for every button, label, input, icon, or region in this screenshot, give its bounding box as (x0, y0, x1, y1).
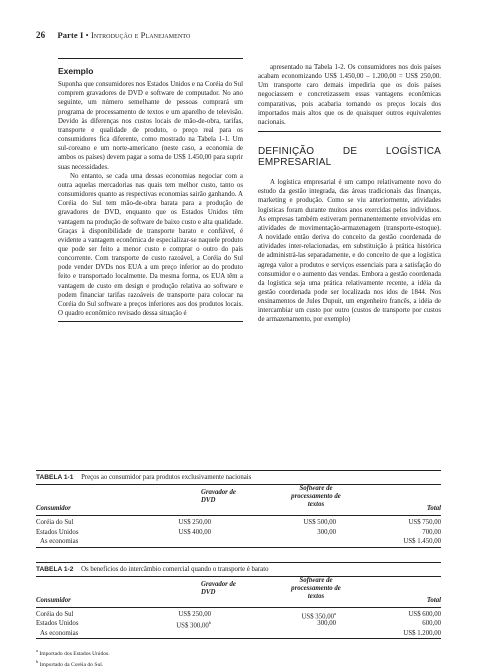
table-1-header-dvd: Gravador de DVD (201, 489, 236, 504)
right-column (258, 63, 441, 325)
table-cell: US$ 250,00 (178, 610, 211, 618)
table-2-label: TABELA 1-2 (36, 565, 74, 573)
table-2-header-total: Total (426, 596, 441, 604)
table-cell: US$ 750,00 (408, 519, 441, 526)
section-block (258, 146, 441, 325)
table-2-caption-text: Os benefícios do intercâmbio comercial quando o transporte é barato (81, 565, 269, 573)
table-cell: US$ 250,00 (178, 519, 211, 526)
table-cell: Coréia do Sul (36, 610, 74, 618)
table-2-header-consumer: Consumidor (36, 596, 71, 604)
footnote-a-text: Importado dos Estados Unidos. (39, 650, 110, 657)
table-2-header (36, 576, 441, 608)
page-number: 26 (36, 30, 46, 40)
example-top-rule (58, 58, 243, 59)
example-box-continued (258, 63, 441, 132)
table-1-caption-text: Preços ao consumidor para produtos exclusivamente nacionais (81, 474, 252, 481)
footnote-marker-b: b (208, 620, 211, 625)
section-title: DEFINIÇÃO DE LOGÍSTICA EMPRESARIAL (258, 146, 441, 169)
table-cell: 300,00 (317, 528, 336, 536)
table-cell: 700,00 (422, 528, 441, 536)
table-row (36, 537, 441, 547)
section-label: Introdução e Planejamento (90, 30, 191, 40)
footnote-marker-b: b (36, 658, 39, 664)
table-cell: Coréia do Sul (36, 519, 74, 526)
table-1-header-software: Software de processamento de textos (291, 485, 341, 508)
table-cell: As economias (40, 629, 79, 637)
footnote-marker-a: a (334, 610, 336, 616)
example-box (58, 67, 243, 322)
table-row (36, 610, 441, 620)
table-1-header (36, 484, 441, 516)
example-title: Exemplo (58, 66, 94, 76)
table-row (36, 619, 441, 629)
table-1-body (36, 516, 441, 547)
example-paragraph-1: Suponha que consumidores nos Estados Unidos e na Coréia do Sul comprem gravadores de DVD e software de computador. No ano seguinte, um número semelhante de pessoas comprará um programa de processamento de textos e um aparelho de televisão. Devido às diferenças nos custos locais de mão-de-obra, tarifas, transporte e qualidade de produto, o preço real para os consumidores fica diferente, como mostrado na Tabela 1-1. Um sul-coreano e um norte-americano (neste caso, a economia de ambos os países) devem pagar a soma de US$ 1.450,00 para suprir suas necessidades. (58, 81, 243, 171)
example-paragraph-2: No entanto, se cada uma dessas economias negociar com a outra aquelas mercadorias nas quais tem melhor custo, tanto os consumidores quanto as respectivas economias sairão ganhando. A Coréia do Sul tem mão-de-obra barata para a produção de gravadores de DVD, enquanto que os Estados Unidos têm vantagem na produção de software de baixo custo e alta qualidade. Graças à disponibilidade de transporte barato e confiável, é evidente a vantagem econômica de especializar-se naquele produto que pode ser feito a menor custo e comprar o outro do país concorrente. Com transporte de custo razoável, a Coréia do Sul pode vender DVDs nos EUA a um preço inferior ao do produto feito e transportado localmente. Da mesma forma, os EUA têm a vantagem de custo em design e produção relativa ao software e podem financiar tarifas razoáveis de transporte para colocar na Coréia do Sul software a preços inferiores aos dos produtos locais. O quadro econômico revisado dessa situação é (58, 172, 243, 318)
table-cell: US$ 1.450,00 (403, 538, 441, 545)
table-cell: US$ 500,00 (303, 519, 336, 526)
table-cell: US$ 1.200,00 (403, 629, 441, 637)
table-cell: 600,00 (422, 620, 441, 627)
part-label: Parte I (57, 30, 84, 40)
footnote-a (36, 647, 441, 658)
tables-area (36, 470, 441, 669)
table-2-end-rule (36, 638, 441, 639)
table-cell: As economias (40, 538, 79, 545)
table-cell: Estados Unidos (36, 620, 79, 627)
table-cell: US$ 400,00 (178, 528, 211, 536)
table-row (36, 528, 441, 538)
table-1-label: TABELA 1-1 (36, 474, 74, 481)
table-1-header-consumer: Consumidor (36, 505, 71, 512)
table-cell: US$ 600,00 (408, 610, 441, 618)
table-row (36, 629, 441, 639)
section-paragraph: A logística empresarial é um campo relativamente novo do estudo da gestão integrada, das áreas tradicionais das finanças, marketing e produção. Como se viu anteriormente, atividades logísticas foram durante muitos anos exercidas pelos indivíduos. As empresas também estiveram permanentemente envolvidas em atividades de movimentação-armazenagem (transporte-estoque). A novidade então deriva do conceito da gestão coordenada de atividades inter-relacionadas, em substituição à prática histórica de administrá-las separadamente, e do conceito de que a logística agrega valor a produtos e serviços essenciais para a satisfação do consumidor e o aumento das vendas. Embora a gestão coordenada da logística seja uma prática relativamente recente, a idéia da gestão coordenada pode ser localizada nos idos de 1844. Nos ensinamentos de Jules Dupuit, um engenheiro francês, a idéia de intercambiar um custo por outro (custos de transporte por custos de armazenamento, por exemplo) (258, 179, 441, 324)
table-2 (36, 562, 441, 669)
table-2-header-software: Software de processamento de textos (291, 576, 341, 600)
footnote-marker-a: a (36, 648, 38, 653)
example-paragraph-continued: apresentado na Tabela 1-2. Os consumidores nos dois países acabam economizando US$ 1.450,00 – 1.200,00 = US$ 250,00. Um transporte caro demais impediria que os dois países negociassem e concretizassem essas vantagens econômicas comparativas, pois acabaria tornando os preços locais dos importados mais altos que os de quaisquer outros equivalentes nacionais. (258, 64, 441, 126)
table-1-caption (36, 470, 441, 484)
table-1-header-total: Total (426, 505, 441, 512)
running-header (36, 30, 190, 40)
left-column (58, 63, 243, 322)
table-row (36, 518, 441, 528)
footnote-b (36, 658, 441, 669)
table-cell: Estados Unidos (36, 528, 79, 536)
table-2-footnotes (36, 647, 441, 669)
table-2-header-dvd: Gravador de DVD (201, 580, 236, 596)
table-1-end-rule (36, 547, 441, 548)
table-2-caption (36, 562, 441, 576)
table-2-body (36, 608, 441, 639)
header-bullet: • (85, 30, 89, 40)
table-cell: US$ 350,00 (301, 612, 334, 620)
footnote-b-text: Importado da Coréia do Sul. (39, 661, 104, 668)
table-1 (36, 470, 441, 548)
table-cell: 300,00 (317, 620, 336, 627)
table-cell: US$ 300,00 (176, 622, 209, 630)
